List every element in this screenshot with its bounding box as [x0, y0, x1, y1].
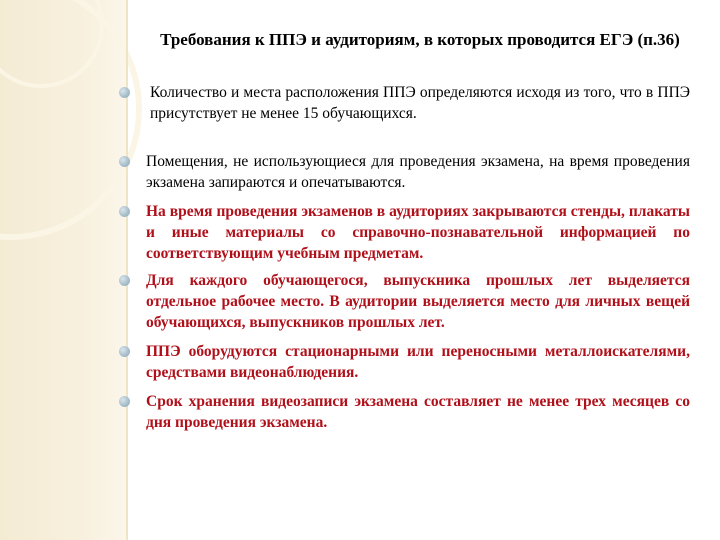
decorative-side-panel — [0, 0, 126, 540]
bullet-item-3 — [146, 201, 690, 264]
bullet-text: Помещения, не использующиеся для проведения экзамена, на время проведения экзамена запираются и опечатываются. — [146, 153, 690, 191]
round-bullet-icon — [119, 275, 130, 286]
bullet-text: ППЭ оборудуются стационарными или переносными металлоискателями, средствами видеонаблюдения. — [146, 343, 690, 381]
bullet-item-5 — [146, 341, 690, 383]
bullet-list — [146, 82, 690, 433]
round-bullet-icon — [119, 87, 130, 98]
round-bullet-icon — [119, 396, 130, 407]
slide-title: Требования к ППЭ и аудиториям, в которых проводится ЕГЭ (п.36) — [160, 30, 680, 49]
bullet-item-1 — [146, 82, 690, 124]
bullet-text: На время проведения экзаменов в аудиториях закрываются стенды, плакаты и иные материалы со справочно-познавательной информацией по соответствующим учебным предметам. — [146, 203, 690, 262]
bullet-item-6 — [146, 391, 690, 433]
round-bullet-icon — [119, 346, 130, 357]
bullet-text: Количество и места расположения ППЭ определяются исходя из того, что в ППЭ присутствует не менее 15 обучающихся. — [150, 84, 690, 122]
bullet-item-4 — [146, 270, 690, 333]
bullet-item-2 — [146, 151, 690, 193]
bullet-text: Срок хранения видеозаписи экзамена составляет не менее трех месяцев со дня проведения экзамена. — [146, 393, 690, 431]
round-bullet-icon — [119, 206, 130, 217]
bullet-text: Для каждого обучающегося, выпускника прошлых лет выделяется отдельное рабочее место. В аудитории выделяется место для личных вещей обучающихся, выпускников прошлых лет. — [146, 272, 690, 331]
round-bullet-icon — [119, 156, 130, 167]
panel-divider — [126, 0, 128, 540]
